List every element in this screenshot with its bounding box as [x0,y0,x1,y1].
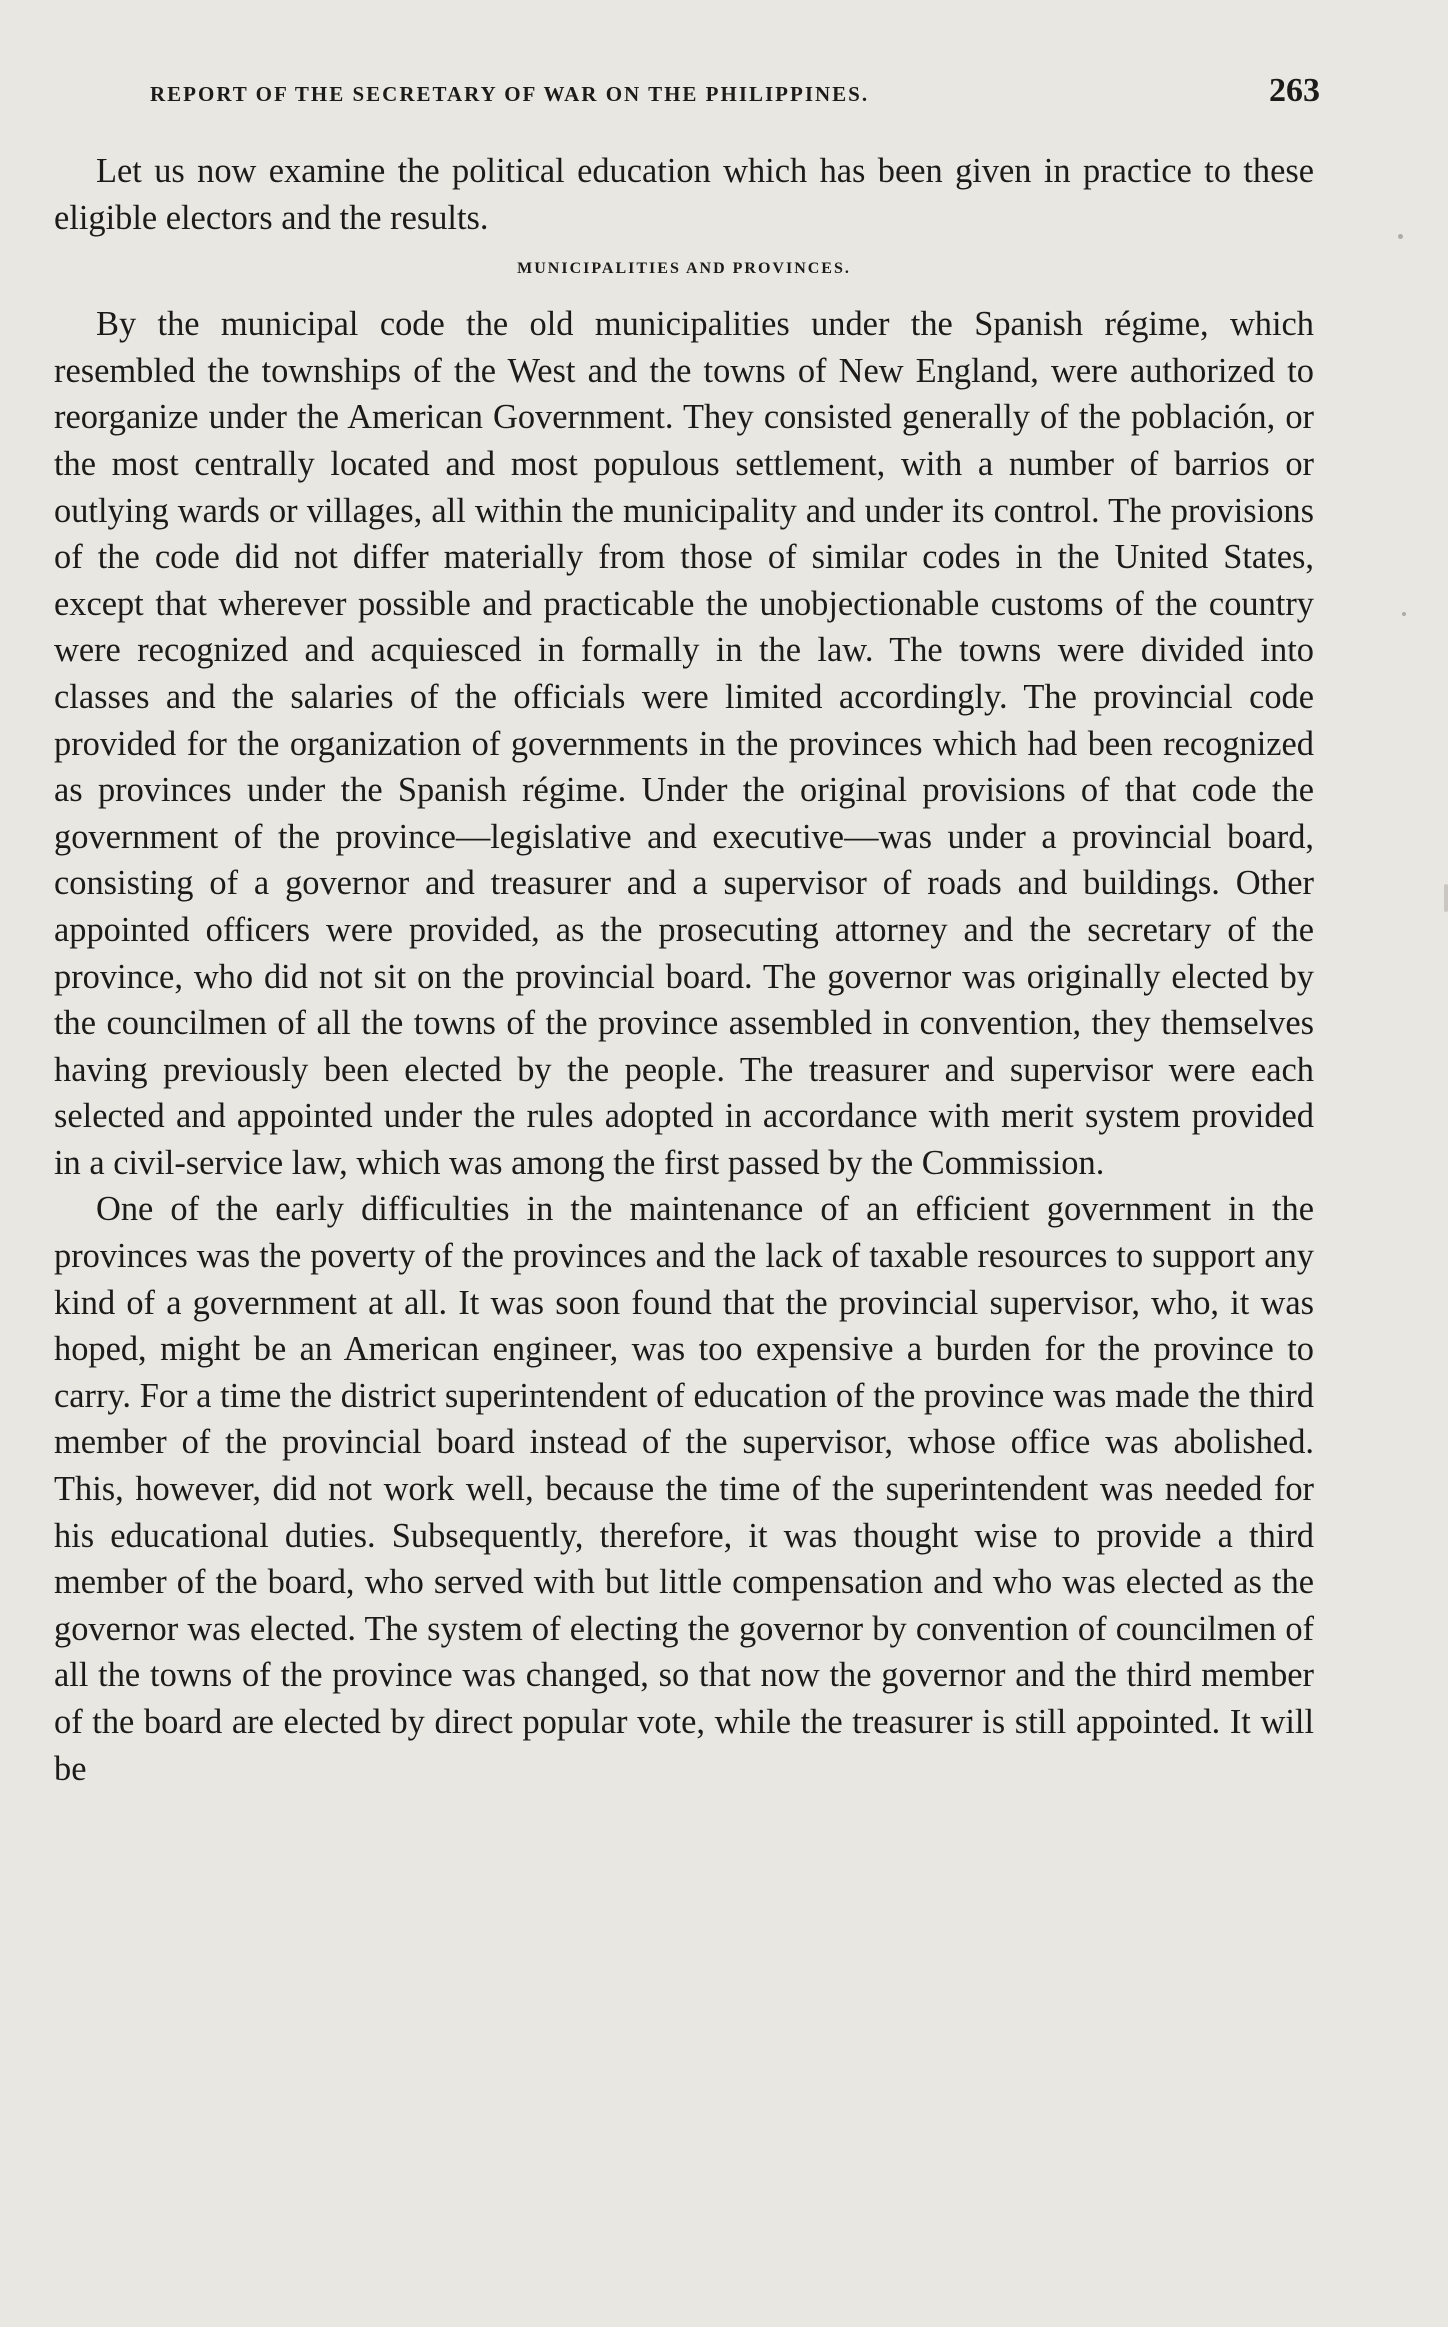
paragraph-municipal-code: By the municipal code the old municipalities under the Spanish régime, which resembled the townships of the West and the towns of New England, were authorized to reorganize under the American Government. They consisted generally of the población, or the most centrally located and most populous settlement, with a number of barrios or outlying wards or villages, all within the municipality and under its control. The provisions of the code did not differ materially from those of similar codes in the United States, except that wherever possible and practicable the unobjectionable customs of the country were recognized and acquiesced in formally in the law. The towns were divided into classes and the salaries of the officials were limited accordingly. The provincial code provided for the organization of governments in the provinces which had been recognized as provinces under the Spanish régime. Under the original provisions of that code the government of the province—legislative and executive—was under a provincial board, consisting of a governor and treasurer and a supervisor of roads and buildings. Other appointed officers were provided, as the prosecuting attorney and the secretary of the province, who did not sit on the provincial board. The governor was originally elected by the councilmen of all the towns of the province assembled in convention, they themselves having previously been elected by the people. The treasurer and supervisor were each selected and appointed under the rules adopted in accordance with merit system provided in a civil-service law, which was among the first passed by the Commission. [54,305,1314,1182]
page-number: 263 [1269,72,1320,109]
scan-speck [1402,612,1406,616]
page-header [150,72,1320,116]
scan-speck [1398,234,1403,239]
paragraph-early-difficulties: One of the early difficulties in the maintenance of an efficient government in the provinces was the poverty of the provinces and the lack of taxable resources to support any kind of a government at all. It was soon found that the provincial supervisor, who, it was hoped, might be an American engineer, was too expensive a burden for the province to carry. For a time the district superintendent of education of the province was made the third member of the provincial board instead of the supervisor, whose office was abolished. This, however, did not work well, because the time of the superintendent was needed for his educational duties. Subsequently, therefore, it was thought wise to provide a third member of the board, who served with but little compensation and who was elected as the governor was elected. The system of electing the governor by convention of councilmen of all the towns of the province was changed, so that now the governor and the third member of the board are elected by direct popular vote, while the treasurer is still appointed. It will be [54,1190,1314,1788]
section-heading: MUNICIPALITIES AND PROVINCES. [517,260,851,278]
running-head: REPORT OF THE SECRETARY OF WAR ON THE PHILIPPINES. [150,82,870,106]
scan-speck [1444,884,1448,912]
intro-paragraph: Let us now examine the political education which has been given in practice to these eligible electors and the results. [54,152,1314,237]
page-body [54,148,1314,1792]
